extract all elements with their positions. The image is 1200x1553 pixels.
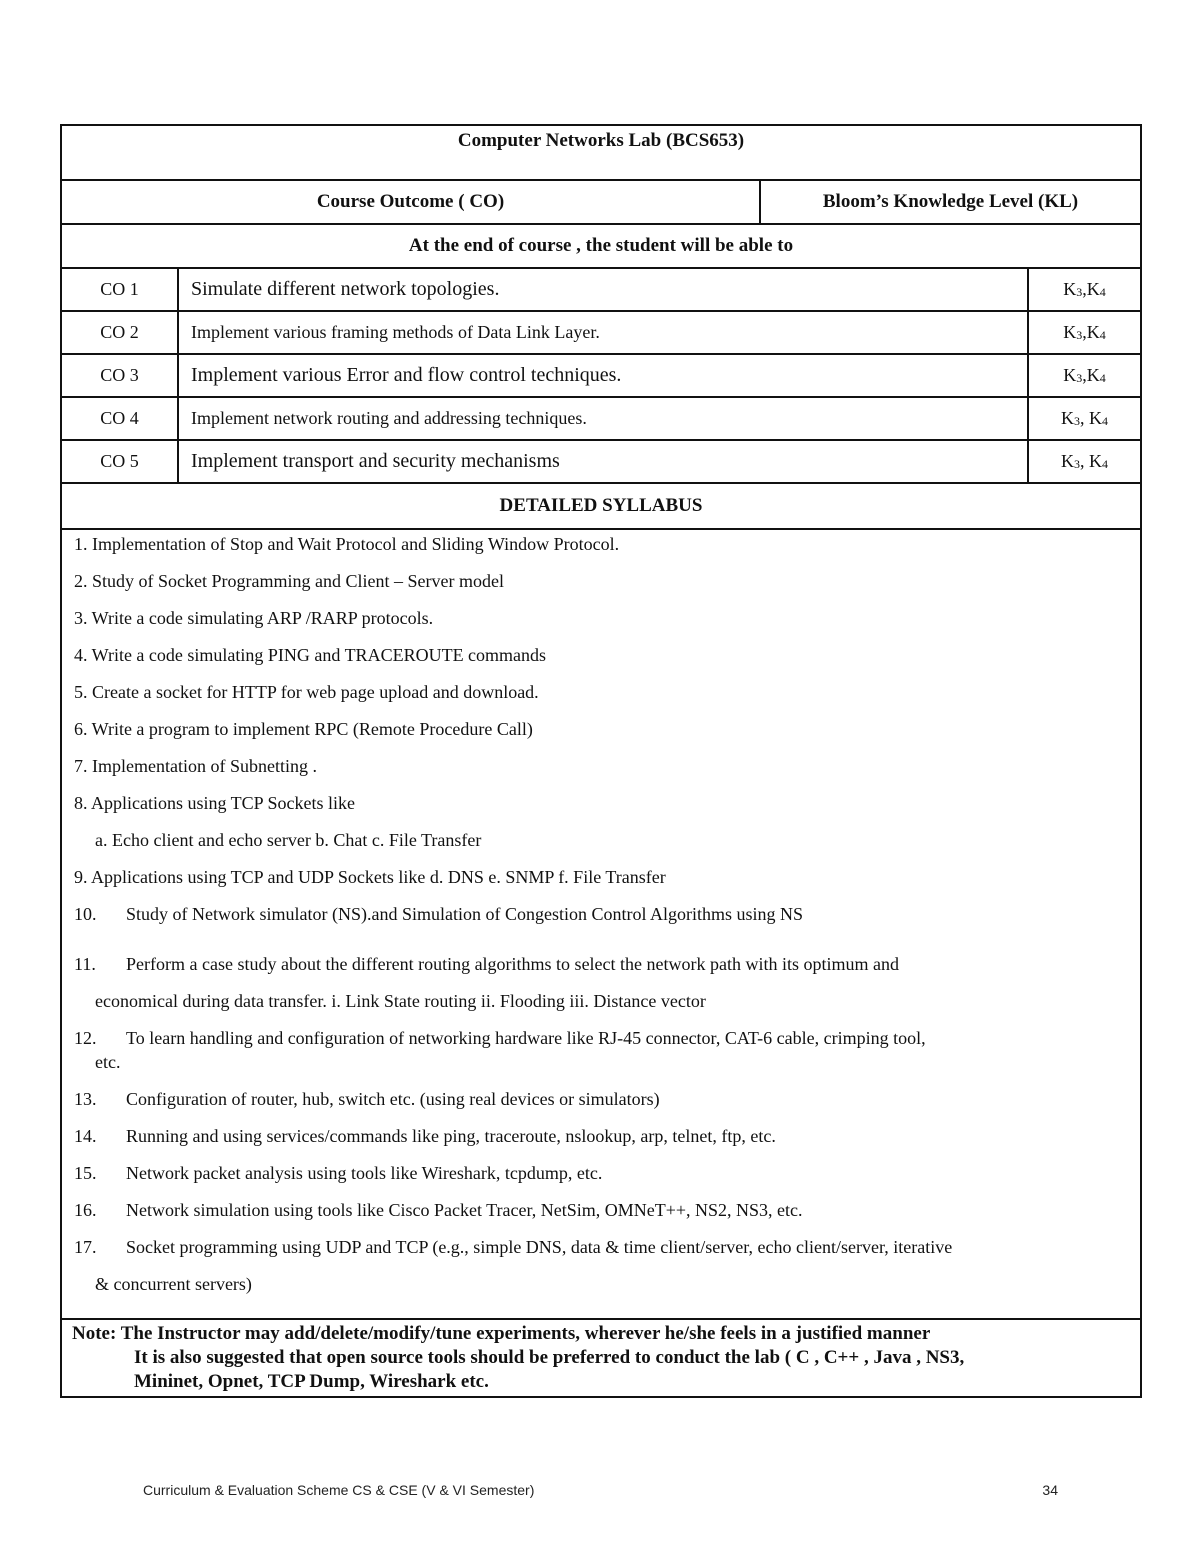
outcome-id: CO 2 xyxy=(62,312,179,353)
outcome-kl: K 3 , K 4 xyxy=(1063,279,1106,299)
outcome-header-row xyxy=(62,181,1140,225)
outcome-row xyxy=(62,312,1140,355)
syllabus-table xyxy=(60,124,1142,1398)
list-item: 1. Implementation of Stop and Wait Protocol and Sliding Window Protocol. xyxy=(74,534,620,554)
list-item: 14. Running and using services/commands like ping, traceroute, nslookup, arp, telnet, ftp, etc. xyxy=(74,1126,776,1146)
intro-text: At the end of course , the student will be able to xyxy=(408,235,794,256)
list-item-continuation: etc. xyxy=(95,1052,121,1072)
note-line: It is also suggested that open source tools should be preferred to conduct the lab ( C , C++ , Java , NS3, xyxy=(134,1347,965,1368)
list-item-continuation: economical during data transfer. i. Link State routing ii. Flooding iii. Distance vector xyxy=(95,991,706,1011)
outcome-text: Implement network routing and addressing techniques. xyxy=(179,398,1029,439)
blooms-level-header: Bloom’s Knowledge Level (KL) xyxy=(822,191,1079,212)
list-item: 13. Configuration of router, hub, switch etc. (using real devices or simulators) xyxy=(74,1089,660,1109)
outcome-kl: K 3 , K 4 xyxy=(1061,451,1108,471)
course-title: Computer Networks Lab (BCS653) xyxy=(457,130,745,151)
outcome-id: CO 3 xyxy=(62,355,179,396)
outcome-row xyxy=(62,269,1140,312)
list-item: 12. To learn handling and configuration of networking hardware like RJ-45 connector, CAT-6 cable, crimping tool, xyxy=(74,1028,926,1048)
list-item: 16. Network simulation using tools like Cisco Packet Tracer, NetSim, OMNeT++, NS2, NS3, etc. xyxy=(74,1200,803,1220)
list-item: 15. Network packet analysis using tools like Wireshark, tcpdump, etc. xyxy=(74,1163,603,1183)
list-item: 7. Implementation of Subnetting . xyxy=(74,756,317,776)
list-item: 4. Write a code simulating PING and TRACEROUTE commands xyxy=(74,645,547,665)
list-item: 9. Applications using TCP and UDP Sockets like d. DNS e. SNMP f. File Transfer xyxy=(74,867,666,887)
outcome-id: CO 5 xyxy=(62,441,179,482)
list-item: 6. Write a program to implement RPC (Remote Procedure Call) xyxy=(74,719,533,739)
list-item: 10. Study of Network simulator (NS).and Simulation of Congestion Control Algorithms using NS xyxy=(74,904,803,924)
page-number: 34 xyxy=(1042,1482,1058,1498)
outcome-kl: K 3 , K 4 xyxy=(1063,322,1106,342)
list-item: 17. Socket programming using UDP and TCP (e.g., simple DNS, data & time client/server, echo client/server, iterative xyxy=(74,1237,953,1257)
note-line: Mininet, Opnet, TCP Dump, Wireshark etc. xyxy=(134,1371,489,1392)
outcome-row xyxy=(62,355,1140,398)
outcome-kl: K 3 , K 4 xyxy=(1063,365,1106,385)
list-item: 5. Create a socket for HTTP for web page upload and download. xyxy=(74,682,539,702)
page-footer xyxy=(143,1482,1058,1498)
outcome-text: Simulate different network topologies. xyxy=(179,269,1029,310)
footer-text: Curriculum & Evaluation Scheme CS & CSE (V & VI Semester) xyxy=(143,1482,535,1498)
syllabus-heading-row xyxy=(62,484,1140,530)
list-item-sub: a. Echo client and echo server b. Chat c. File Transfer xyxy=(95,830,482,850)
outcome-text: Implement transport and security mechanisms xyxy=(179,441,1029,482)
intro-row xyxy=(62,225,1140,269)
list-item: 11. Perform a case study about the different routing algorithms to select the network path with its optimum and xyxy=(74,954,899,974)
course-outcome-header: Course Outcome ( CO) xyxy=(62,181,761,223)
list-item-continuation: & concurrent servers) xyxy=(95,1274,252,1294)
outcome-kl: K 3 , K 4 xyxy=(1061,408,1108,428)
outcome-row xyxy=(62,441,1140,484)
list-item: 8. Applications using TCP Sockets like xyxy=(74,793,356,813)
syllabus-list xyxy=(62,530,1140,1320)
outcome-row xyxy=(62,398,1140,441)
list-item: 3. Write a code simulating ARP /RARP protocols. xyxy=(74,608,434,628)
outcome-id: CO 4 xyxy=(62,398,179,439)
outcome-text: Implement various framing methods of Data Link Layer. xyxy=(179,312,1029,353)
course-title-row xyxy=(62,126,1140,181)
note-line: Note: The Instructor may add/delete/modify/tune experiments, wherever he/she feels in a justified manner xyxy=(72,1323,931,1344)
list-item: 2. Study of Socket Programming and Client – Server model xyxy=(74,571,504,591)
outcome-id: CO 1 xyxy=(62,269,179,310)
syllabus-heading: DETAILED SYLLABUS xyxy=(499,495,703,516)
note-block xyxy=(62,1320,1140,1396)
outcome-text: Implement various Error and flow control techniques. xyxy=(179,355,1029,396)
